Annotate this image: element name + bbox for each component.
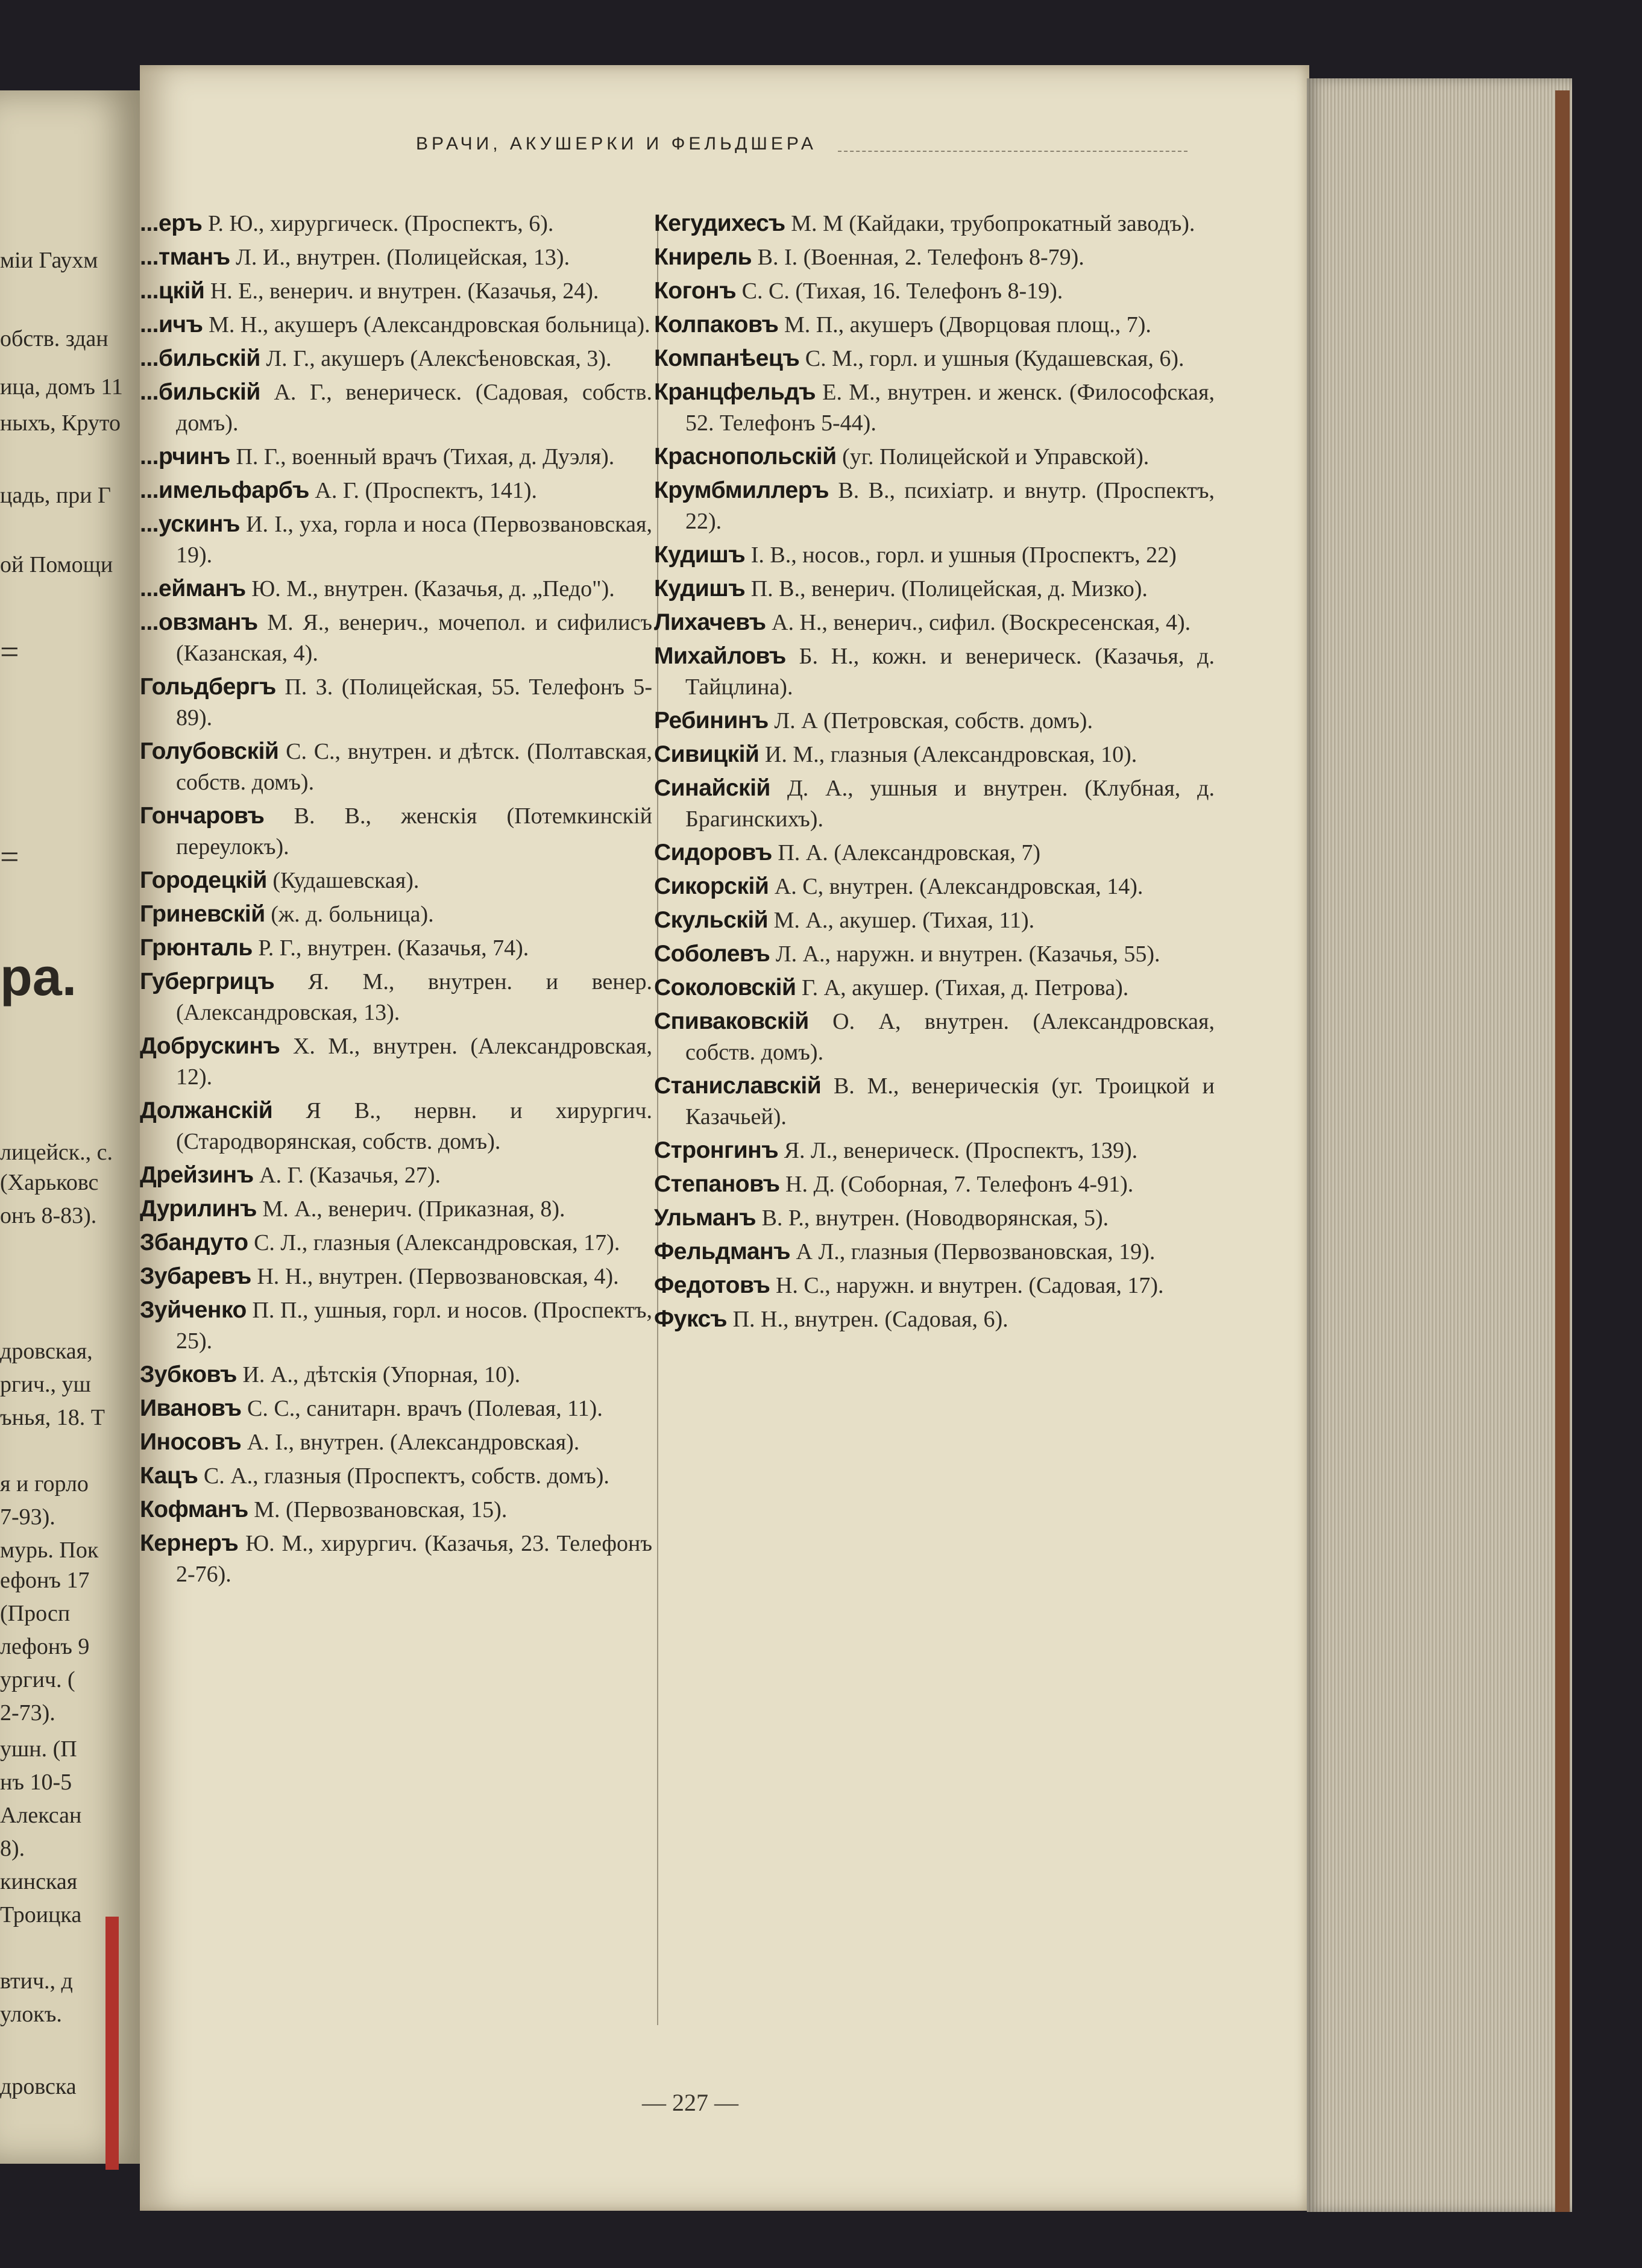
previous-page-line: Алексан xyxy=(0,1803,82,1828)
entry-name: Зубаревъ xyxy=(140,1263,251,1289)
entry-details: Г. А, акушер. (Тихая, д. Петрова). xyxy=(801,975,1129,1000)
page-block-edges xyxy=(1307,78,1572,2212)
entry-details: С. С., внутрен. и дѣтск. (Полтавская, собств. домъ). xyxy=(176,739,653,795)
entry-details: П. Н., внутрен. (Садовая, 6). xyxy=(732,1307,1008,1332)
previous-page-line: лицейск., с. xyxy=(0,1140,113,1165)
directory-entry xyxy=(140,1261,652,1292)
entry-name: Добрускинъ xyxy=(140,1033,280,1059)
directory-entry xyxy=(140,1160,652,1191)
entry-details: П. З. (Полицейская, 55. Телефонъ 5-89). xyxy=(176,674,652,730)
directory-entry xyxy=(140,671,652,733)
directory-entry xyxy=(654,641,1215,703)
entry-details: С. А., глазныя (Проспектъ, собств. домъ). xyxy=(203,1463,609,1489)
directory-entry xyxy=(140,932,652,964)
directory-entry xyxy=(140,573,652,605)
entry-details: М. Н., акушеръ (Александровская больница). xyxy=(209,312,650,338)
book-cover-edge xyxy=(1555,90,1570,2212)
directory-entry xyxy=(654,1304,1215,1335)
entry-details: В. В., женскія (Потемкинскій переулокъ). xyxy=(176,803,653,859)
entry-details: В. В., психіатр. и внутр. (Проспектъ, 22). xyxy=(685,478,1215,534)
directory-entry xyxy=(654,739,1215,770)
entry-name: Кудишъ xyxy=(654,542,746,568)
previous-page-line: нъ 10-5 xyxy=(0,1770,72,1795)
directory-entry xyxy=(140,1393,652,1424)
entry-details: А. І., внутрен. (Александровская). xyxy=(247,1430,580,1455)
directory-entry xyxy=(654,1135,1215,1166)
directory-entry xyxy=(140,509,652,571)
book-spine-band xyxy=(105,1917,119,2170)
directory-entry xyxy=(140,1095,652,1157)
entry-name: Крумбмиллеръ xyxy=(654,477,829,503)
previous-page-line: онъ 8-83). xyxy=(0,1203,97,1228)
entry-details: (ж. д. больница). xyxy=(271,902,434,927)
directory-entry xyxy=(654,938,1215,970)
entry-details: Д. А., ушныя и внутрен. (Клубная, д. Брагинскихъ). xyxy=(685,776,1215,832)
running-head: ВРАЧИ, АКУШЕРКИ И ФЕЛЬДШЕРА xyxy=(416,134,817,154)
directory-entry xyxy=(654,208,1215,239)
directory-entry xyxy=(654,773,1215,835)
directory-entry xyxy=(140,343,652,374)
entry-name: Дрейзинъ xyxy=(140,1162,254,1188)
directory-entry xyxy=(654,1070,1215,1132)
previous-page-line: втич., д xyxy=(0,1968,73,1994)
entry-details: В. І. (Военная, 2. Телефонъ 8-79). xyxy=(757,245,1084,270)
entry-name: Компанѣецъ xyxy=(654,345,800,371)
entry-name: ...ускинъ xyxy=(140,511,240,537)
directory-entry xyxy=(654,309,1215,341)
entry-name: Кофманъ xyxy=(140,1497,248,1522)
entry-details: А. Н., венерич., сифил. (Воскресенская, 4). xyxy=(772,610,1191,635)
directory-entry xyxy=(140,1359,652,1390)
previous-page-fragment xyxy=(0,90,142,2164)
entry-name: ...бильскій xyxy=(140,379,260,405)
entry-name: Соколовскій xyxy=(654,975,796,1000)
entry-name: Фельдманъ xyxy=(654,1239,790,1264)
entry-name: Голубовскій xyxy=(140,738,279,764)
directory-entry xyxy=(140,242,652,273)
directory-entry xyxy=(140,1193,652,1225)
entry-name: Збандуто xyxy=(140,1230,248,1255)
entry-details: А. С, внутрен. (Александровская, 14). xyxy=(774,874,1143,899)
entry-name: ...бильскій xyxy=(140,345,260,371)
entry-name: Синайскій xyxy=(654,775,770,801)
previous-page-line: лефонъ 9 xyxy=(0,1634,90,1659)
entry-details: А Л., глазныя (Первозвановская, 19). xyxy=(796,1239,1156,1264)
directory-entry xyxy=(140,1227,652,1258)
entry-details: Л. И., внутрен. (Полицейская, 13). xyxy=(236,245,570,270)
entry-details: А. Г. (Казачья, 27). xyxy=(259,1163,441,1188)
previous-page-line: ица, домъ 11 xyxy=(0,374,123,400)
entry-name: ...еръ xyxy=(140,210,203,236)
page-number: — 227 — xyxy=(642,2089,738,2116)
directory-entry xyxy=(140,607,652,669)
left-column xyxy=(140,208,652,1592)
directory-entry xyxy=(654,607,1215,638)
entry-details: М. П., акушеръ (Дворцовая площ., 7). xyxy=(784,312,1151,338)
entry-details: Л. Г., акушеръ (Алексѣеновская, 3). xyxy=(266,346,612,371)
entry-details: Н. Е., венерич. и внутрен. (Казачья, 24). xyxy=(210,278,599,304)
directory-entry xyxy=(140,475,652,506)
entry-details: Х. М., внутрен. (Александровская, 12). xyxy=(176,1034,653,1090)
previous-page-line: дровская, xyxy=(0,1339,93,1364)
directory-entry xyxy=(654,972,1215,1004)
entry-details: Р. Г., внутрен. (Казачья, 74). xyxy=(258,935,529,961)
directory-entry xyxy=(140,1295,652,1357)
directory-entry xyxy=(140,309,652,341)
entry-name: Ивановъ xyxy=(140,1395,242,1421)
entry-name: Лихачевъ xyxy=(654,609,766,635)
entry-details: В. Р., внутрен. (Новодворянская, 5). xyxy=(761,1205,1109,1231)
previous-page-line: кинская xyxy=(0,1869,78,1894)
entry-name: Кегудихесъ xyxy=(654,210,785,236)
previous-page-line: мурь. Пок xyxy=(0,1538,99,1563)
entry-details: (уг. Полицейской и Управской). xyxy=(842,444,1150,470)
entry-details: В. М., венерическія (уг. Троицкой и Казачьей). xyxy=(685,1073,1215,1129)
entry-name: Сивицкій xyxy=(654,741,760,767)
entry-name: Гольдбергъ xyxy=(140,674,276,700)
entry-details: И. М., глазныя (Александровская, 10). xyxy=(764,742,1137,767)
entry-details: Н. Н., внутрен. (Первозвановская, 4). xyxy=(257,1264,619,1289)
directory-entry xyxy=(140,208,652,239)
entry-name: Когонъ xyxy=(654,278,737,304)
entry-name: Скульскій xyxy=(654,907,769,933)
previous-page-line: ой Помощи xyxy=(0,552,113,577)
entry-details: М. М (Кайдаки, трубопрокатный заводъ). xyxy=(791,211,1195,236)
directory-entry xyxy=(654,539,1215,571)
directory-entry xyxy=(654,1202,1215,1234)
entry-name: Сикорскій xyxy=(654,873,769,899)
previous-page-line: 8). xyxy=(0,1836,25,1861)
previous-page-line: = xyxy=(0,633,19,671)
previous-page-line: ефонъ 17 xyxy=(0,1568,90,1593)
previous-page-line: ргич., уш xyxy=(0,1372,91,1397)
directory-entry xyxy=(654,343,1215,374)
directory-entry xyxy=(140,377,652,439)
running-head-rule xyxy=(838,151,1187,152)
entry-name: Ребининъ xyxy=(654,708,769,733)
entry-details: М. А., акушер. (Тихая, 11). xyxy=(773,908,1035,933)
entry-name: Ульманъ xyxy=(654,1205,757,1231)
entry-name: Гриневскій xyxy=(140,901,265,927)
previous-page-line: 2-73). xyxy=(0,1700,55,1726)
directory-entry xyxy=(654,441,1215,473)
entry-details: П. А. (Александровская, 7) xyxy=(778,840,1040,865)
entry-details: П. В., венерич. (Полицейская, д. Мизко). xyxy=(750,576,1148,602)
directory-entry xyxy=(654,871,1215,902)
entry-name: Сидоровъ xyxy=(654,840,772,865)
directory-entry xyxy=(654,475,1215,537)
entry-details: Л. А., наружн. и внутрен. (Казачья, 55). xyxy=(775,941,1160,967)
previous-page-line: обств. здан xyxy=(0,326,109,351)
entry-details: Ю. М., хирургич. (Казачья, 23. Телефонъ 2-76). xyxy=(176,1531,652,1587)
entry-details: А. Г. (Проспектъ, 141). xyxy=(315,478,538,503)
directory-entry xyxy=(140,275,652,307)
entry-name: Должанскій xyxy=(140,1098,273,1123)
entry-name: Кернеръ xyxy=(140,1530,239,1556)
previous-page-line: міи Гаухм xyxy=(0,248,98,273)
entry-name: Книрель xyxy=(654,244,752,270)
entry-details: Е. М., внутрен. и женск. (Философская, 52. Телефонъ 5-44). xyxy=(685,380,1215,436)
directory-entry xyxy=(140,899,652,930)
entry-name: Губергрицъ xyxy=(140,969,275,994)
previous-page-line: (Просп xyxy=(0,1601,71,1626)
directory-entry xyxy=(654,705,1215,737)
entry-details: М. (Первозвановская, 15). xyxy=(254,1497,508,1522)
previous-page-line: ургич. ( xyxy=(0,1667,75,1692)
entry-name: Дурилинъ xyxy=(140,1196,257,1222)
right-column xyxy=(654,208,1215,1337)
previous-page-line: Троицка xyxy=(0,1902,82,1927)
entry-details: Б. Н., кожн. и венерическ. (Казачья, д. Тайцлина). xyxy=(685,644,1215,700)
directory-entry xyxy=(140,1460,652,1492)
entry-details: А. Г., венерическ. (Садовая, собств. домъ). xyxy=(176,380,652,436)
directory-entry xyxy=(140,1528,652,1590)
entry-name: Кранцфельдъ xyxy=(654,379,816,405)
previous-page-line: улокъ. xyxy=(0,2002,62,2027)
entry-details: С. С., санитарн. врачъ (Полевая, 11). xyxy=(247,1396,603,1421)
directory-entry xyxy=(140,800,652,862)
directory-entry xyxy=(140,736,652,798)
entry-details: П. Г., военный врачъ (Тихая, д. Дуэля). xyxy=(236,444,615,470)
previous-page-line: = xyxy=(0,838,19,876)
entry-name: Стронгинъ xyxy=(654,1137,779,1163)
entry-name: ...тманъ xyxy=(140,244,230,270)
directory-entry xyxy=(654,377,1215,439)
entry-details: С. М., горл. и ушныя (Кудашевская, 6). xyxy=(805,346,1184,371)
directory-entry xyxy=(140,1031,652,1093)
entry-name: Зубковъ xyxy=(140,1362,237,1387)
entry-name: Кудишъ xyxy=(654,576,746,602)
entry-name: ...рчинъ xyxy=(140,444,230,470)
directory-entry xyxy=(654,1169,1215,1200)
entry-name: ...ейманъ xyxy=(140,576,246,602)
entry-details: М. А., венерич. (Приказная, 8). xyxy=(262,1196,565,1222)
entry-name: Кацъ xyxy=(140,1463,198,1489)
entry-details: І. В., носов., горл. и ушныя (Проспектъ, 22) xyxy=(750,542,1177,568)
previous-page-line: дровска xyxy=(0,2074,77,2099)
entry-details: Я. М., внутрен. и венер. (Александровская, 13). xyxy=(176,969,653,1025)
directory-entry xyxy=(654,573,1215,605)
entry-name: ...овзманъ xyxy=(140,609,258,635)
entry-details: П. П., ушныя, горл. и носов. (Проспектъ, 25). xyxy=(176,1298,652,1354)
directory-entry xyxy=(654,1270,1215,1301)
entry-name: Степановъ xyxy=(654,1171,780,1197)
entry-details: (Кудашевская). xyxy=(272,868,420,893)
entry-details: Н. С., наружн. и внутрен. (Садовая, 17). xyxy=(775,1273,1164,1298)
directory-entry xyxy=(654,242,1215,273)
entry-details: О. А, внутрен. (Александровская, собств. домъ). xyxy=(685,1009,1215,1065)
previous-page-line: я и горло xyxy=(0,1471,89,1497)
entry-details: Н. Д. (Соборная, 7. Телефонъ 4-91). xyxy=(785,1172,1134,1197)
directory-entry xyxy=(654,1006,1215,1068)
directory-entry xyxy=(140,441,652,473)
entry-details: Я В., нервн. и хирургич. (Стародворянская, собств. домъ). xyxy=(176,1098,652,1154)
entry-details: С. С. (Тихая, 16. Телефонъ 8-19). xyxy=(741,278,1063,304)
entry-name: Михайловъ xyxy=(654,643,786,669)
previous-page-line: ра. xyxy=(0,947,77,1007)
entry-name: Колпаковъ xyxy=(654,312,779,338)
entry-details: Р. Ю., хирургическ. (Проспектъ, 6). xyxy=(207,211,554,236)
directory-entry xyxy=(140,1494,652,1525)
directory-entry xyxy=(140,966,652,1028)
previous-page-line: ушн. (П xyxy=(0,1736,77,1762)
directory-entry xyxy=(140,1427,652,1458)
entry-name: Спиваковскій xyxy=(654,1008,809,1034)
entry-name: Федотовъ xyxy=(654,1272,770,1298)
previous-page-line: (Харьковс xyxy=(0,1170,99,1195)
entry-name: Городецкій xyxy=(140,867,267,893)
directory-entry xyxy=(140,865,652,896)
directory-entry xyxy=(654,837,1215,869)
previous-page-line: ънья, 18. Т xyxy=(0,1405,105,1430)
entry-name: ...имельфарбъ xyxy=(140,477,309,503)
entry-name: Фуксъ xyxy=(654,1306,728,1332)
entry-details: Ю. М., внутрен. (Казачья, д. „Педо"). xyxy=(251,576,615,602)
previous-page-line: ныхъ, Круто xyxy=(0,410,121,436)
directory-entry xyxy=(654,905,1215,936)
entry-name: Станиславскій xyxy=(654,1073,822,1099)
directory-entry xyxy=(654,1236,1215,1268)
entry-name: Иносовъ xyxy=(140,1429,242,1455)
entry-details: И. А., дѣтскія (Упорная, 10). xyxy=(242,1362,521,1387)
entry-name: Краснопольскій xyxy=(654,444,837,470)
entry-name: Грюнталь xyxy=(140,935,253,961)
entry-name: ...цкій xyxy=(140,278,205,304)
entry-details: Я. Л., венерическ. (Проспектъ, 139). xyxy=(784,1138,1138,1163)
previous-page-line: цадь, при Г xyxy=(0,483,112,508)
entry-details: И. І., уха, горла и носа (Первозвановская, 19). xyxy=(176,512,652,568)
entry-details: С. Л., глазныя (Александровская, 17). xyxy=(254,1230,620,1255)
previous-page-line: 7-93). xyxy=(0,1504,55,1530)
entry-name: Гончаровъ xyxy=(140,803,265,829)
entry-name: ...ичъ xyxy=(140,312,203,338)
directory-entry xyxy=(654,275,1215,307)
entry-name: Зуйченко xyxy=(140,1297,247,1323)
entry-details: М. Я., венерич., мочепол. и сифилисъ (Казанская, 4). xyxy=(176,610,652,666)
entry-details: Л. А (Петровская, собств. домъ). xyxy=(774,708,1093,733)
entry-name: Соболевъ xyxy=(654,941,770,967)
